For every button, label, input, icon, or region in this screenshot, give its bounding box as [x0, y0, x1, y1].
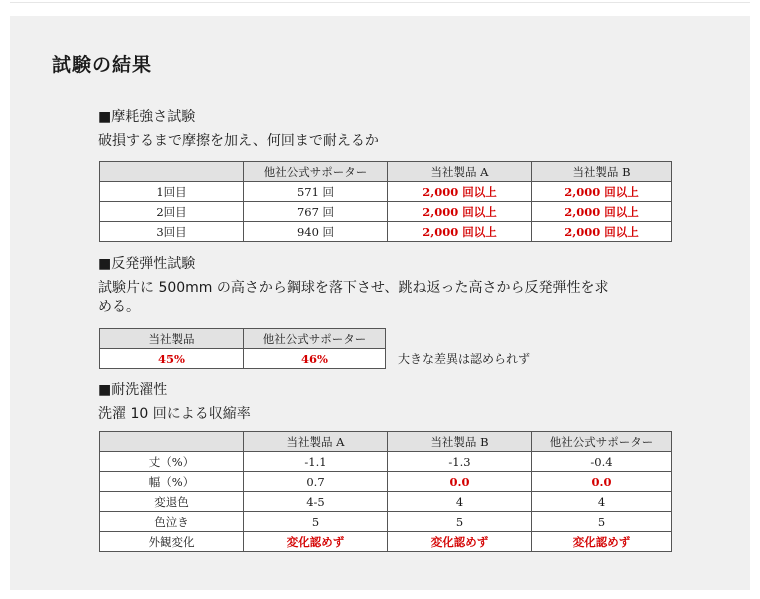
table-row: [100, 202, 672, 222]
table-cell: 5: [244, 512, 388, 532]
table-cell: 2,000 回以上: [532, 182, 672, 202]
table-row: [100, 472, 672, 492]
washing-heading: ■耐洗濯性: [98, 382, 168, 398]
washing-description: 洗濯 10 回による収縮率: [98, 406, 251, 422]
row-label: 色泣き: [100, 512, 244, 532]
top-divider: [10, 2, 750, 3]
row-label: 3回目: [100, 222, 244, 242]
table-header-cell: 当社製品 A: [244, 432, 388, 452]
table-cell: 940 回: [244, 222, 388, 242]
table-row: [100, 222, 672, 242]
table-cell: 4: [388, 492, 532, 512]
rebound-table: [99, 328, 386, 369]
table-cell: 0.0: [388, 472, 532, 492]
row-label: 外観変化: [100, 532, 244, 552]
table-cell: 0.7: [244, 472, 388, 492]
abrasion-table: [99, 161, 672, 242]
table-cell: 変化認めず: [388, 532, 532, 552]
table-header-row: [100, 162, 672, 182]
row-label: 2回目: [100, 202, 244, 222]
rebound-description-line1: 試験片に 500mm の高さから鋼球を落下させ、跳ね返った高さから反発弾性を求: [98, 280, 609, 296]
table-cell: 4-5: [244, 492, 388, 512]
table-cell: -1.1: [244, 452, 388, 472]
table-header-cell: [100, 162, 244, 182]
table-header-cell: 他社公式サポーター: [532, 432, 672, 452]
table-header-cell: 当社製品 B: [532, 162, 672, 182]
table-cell: 変化認めず: [532, 532, 672, 552]
table-row: [100, 349, 386, 369]
table-cell: 2,000 回以上: [388, 182, 532, 202]
row-label: 丈（%）: [100, 452, 244, 472]
table-cell: 2,000 回以上: [532, 202, 672, 222]
table-cell: 4: [532, 492, 672, 512]
abrasion-description: 破損するまで摩擦を加え、何回まで耐えるか: [98, 133, 379, 149]
table-row: [100, 532, 672, 552]
row-label: 変退色: [100, 492, 244, 512]
rebound-note: 大きな差異は認められず: [398, 352, 531, 366]
table-cell: -0.4: [532, 452, 672, 472]
page-title: 試験の結果: [52, 54, 153, 76]
row-label: 1回目: [100, 182, 244, 202]
table-row: [100, 512, 672, 532]
table-row: [100, 492, 672, 512]
table-header-row: [100, 329, 386, 349]
table-cell: 2,000 回以上: [532, 222, 672, 242]
table-header-cell: 他社公式サポーター: [244, 162, 388, 182]
table-row: [100, 452, 672, 472]
table-row: [100, 182, 672, 202]
table-cell: 2,000 回以上: [388, 202, 532, 222]
table-cell: 45%: [100, 349, 244, 369]
table-cell: 46%: [244, 349, 386, 369]
table-header-cell: 他社公式サポーター: [244, 329, 386, 349]
row-label: 幅（%）: [100, 472, 244, 492]
table-header-cell: 当社製品 B: [388, 432, 532, 452]
table-cell: 2,000 回以上: [388, 222, 532, 242]
table-cell: 767 回: [244, 202, 388, 222]
table-cell: -1.3: [388, 452, 532, 472]
table-header-cell: [100, 432, 244, 452]
rebound-heading: ■反発弾性試験: [98, 256, 196, 272]
table-cell: 0.0: [532, 472, 672, 492]
rebound-description-line2: める。: [98, 299, 140, 315]
abrasion-heading: ■摩耗強さ試験: [98, 109, 196, 125]
table-cell: 571 回: [244, 182, 388, 202]
table-cell: 変化認めず: [244, 532, 388, 552]
table-header-row: [100, 432, 672, 452]
table-cell: 5: [388, 512, 532, 532]
table-header-cell: 当社製品 A: [388, 162, 532, 182]
table-cell: 5: [532, 512, 672, 532]
table-header-cell: 当社製品: [100, 329, 244, 349]
washing-table: [99, 431, 672, 552]
